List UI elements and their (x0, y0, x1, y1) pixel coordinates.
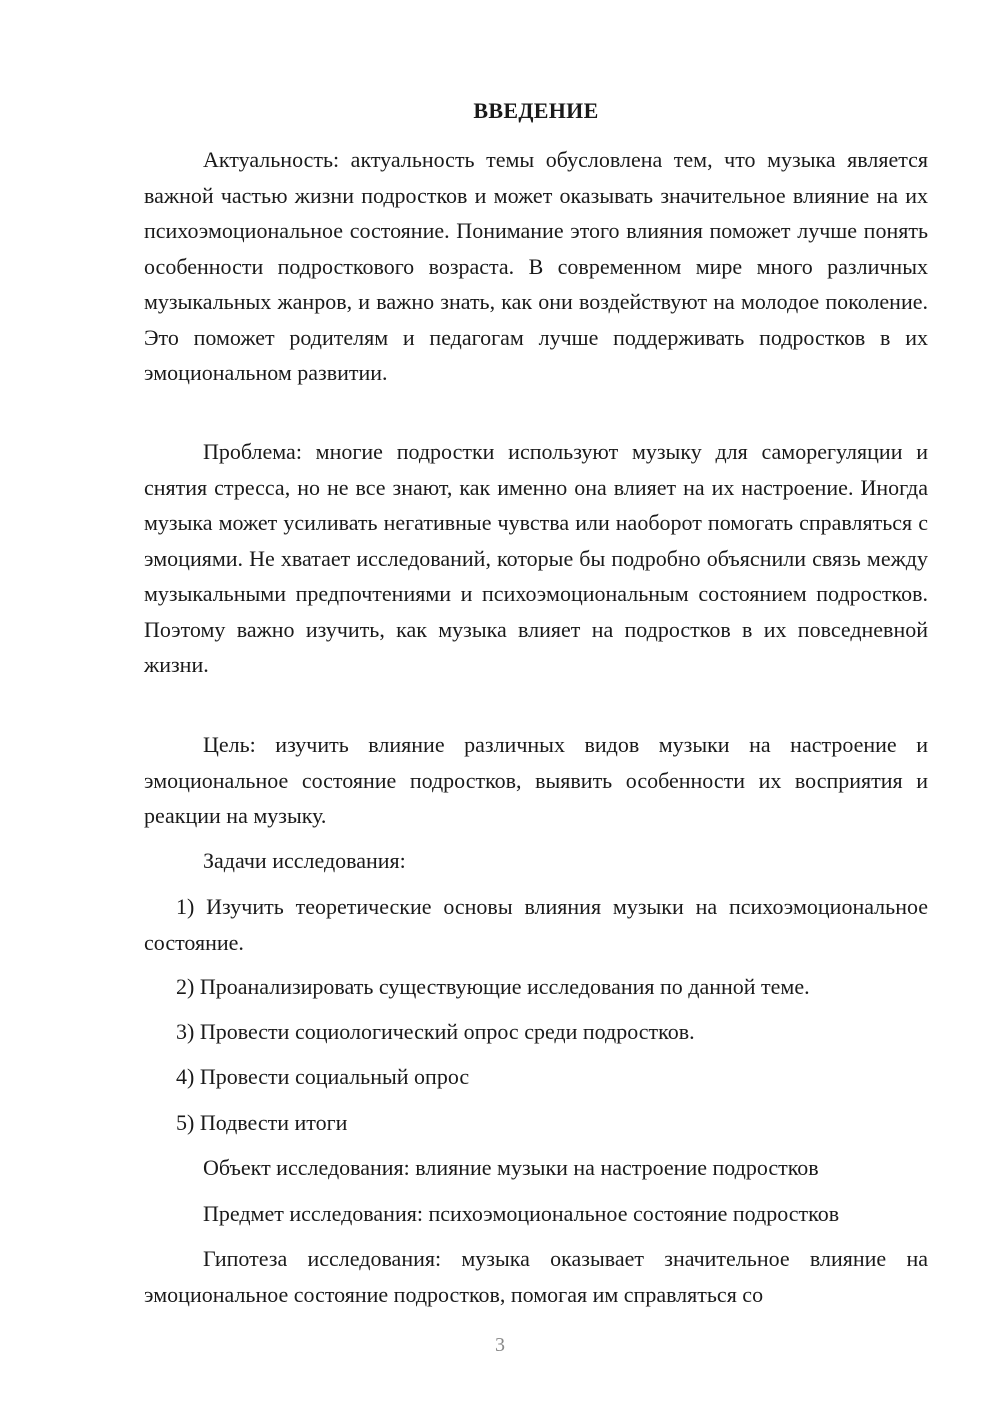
page-number: 3 (495, 1334, 505, 1356)
hypothesis-paragraph: Гипотеза исследования: музыка оказывает значительное влияние на эмоциональное состояние подростков, помогая им справляться со (144, 1246, 928, 1307)
problem-paragraph: Проблема: многие подростки используют музыку для саморегуляции и снятия стресса, но не все знают, как именно она влияет на их настроение. Иногда музыка может усиливать негативные чувства или наоборот помогать справляться с эмоциями. Не хватает исследований, которые бы подробно объяснили связь между музыкальными предпочтениями и психоэмоциональным состоянием подростков. Поэтому важно изучить, как музыка влияет на подростков в их повседневной жизни. (144, 439, 928, 677)
task-item-3: 3) Провести социологический опрос среди подростков. (176, 1019, 695, 1044)
tasks-title: Задачи исследования: (203, 848, 406, 873)
goal-paragraph: Цель: изучить влияние различных видов музыки на настроение и эмоциональное состояние подростков, выявить особенности их восприятия и реакции на музыку. (144, 732, 928, 828)
research-subject: Предмет исследования: психоэмоциональное состояние подростков (203, 1201, 840, 1226)
task-item-5: 5) Подвести итоги (176, 1110, 348, 1135)
research-object: Объект исследования: влияние музыки на настроение подростков (203, 1155, 819, 1180)
relevance-paragraph: Актуальность: актуальность темы обусловлена тем, что музыка является важной частью жизни подростков и может оказывать значительное влияние на их психоэмоциональное состояние. Понимание этого влияния поможет лучше понять особенности подросткового возраста. В современном мире много различных музыкальных жанров, и важно знать, как они воздействуют на молодое поколение. Это поможет родителям и педагогам лучше поддерживать подростков в их эмоциональном развитии. (144, 147, 928, 385)
task-item-4: 4) Провести социальный опрос (176, 1064, 470, 1089)
task-item-2: 2) Проанализировать существующие исследования по данной теме. (176, 974, 810, 999)
task-item-1: 1) Изучить теоретические основы влияния музыки на психоэмоциональное состояние. (144, 894, 928, 955)
page-title: ВВЕДЕНИЕ (473, 98, 599, 123)
